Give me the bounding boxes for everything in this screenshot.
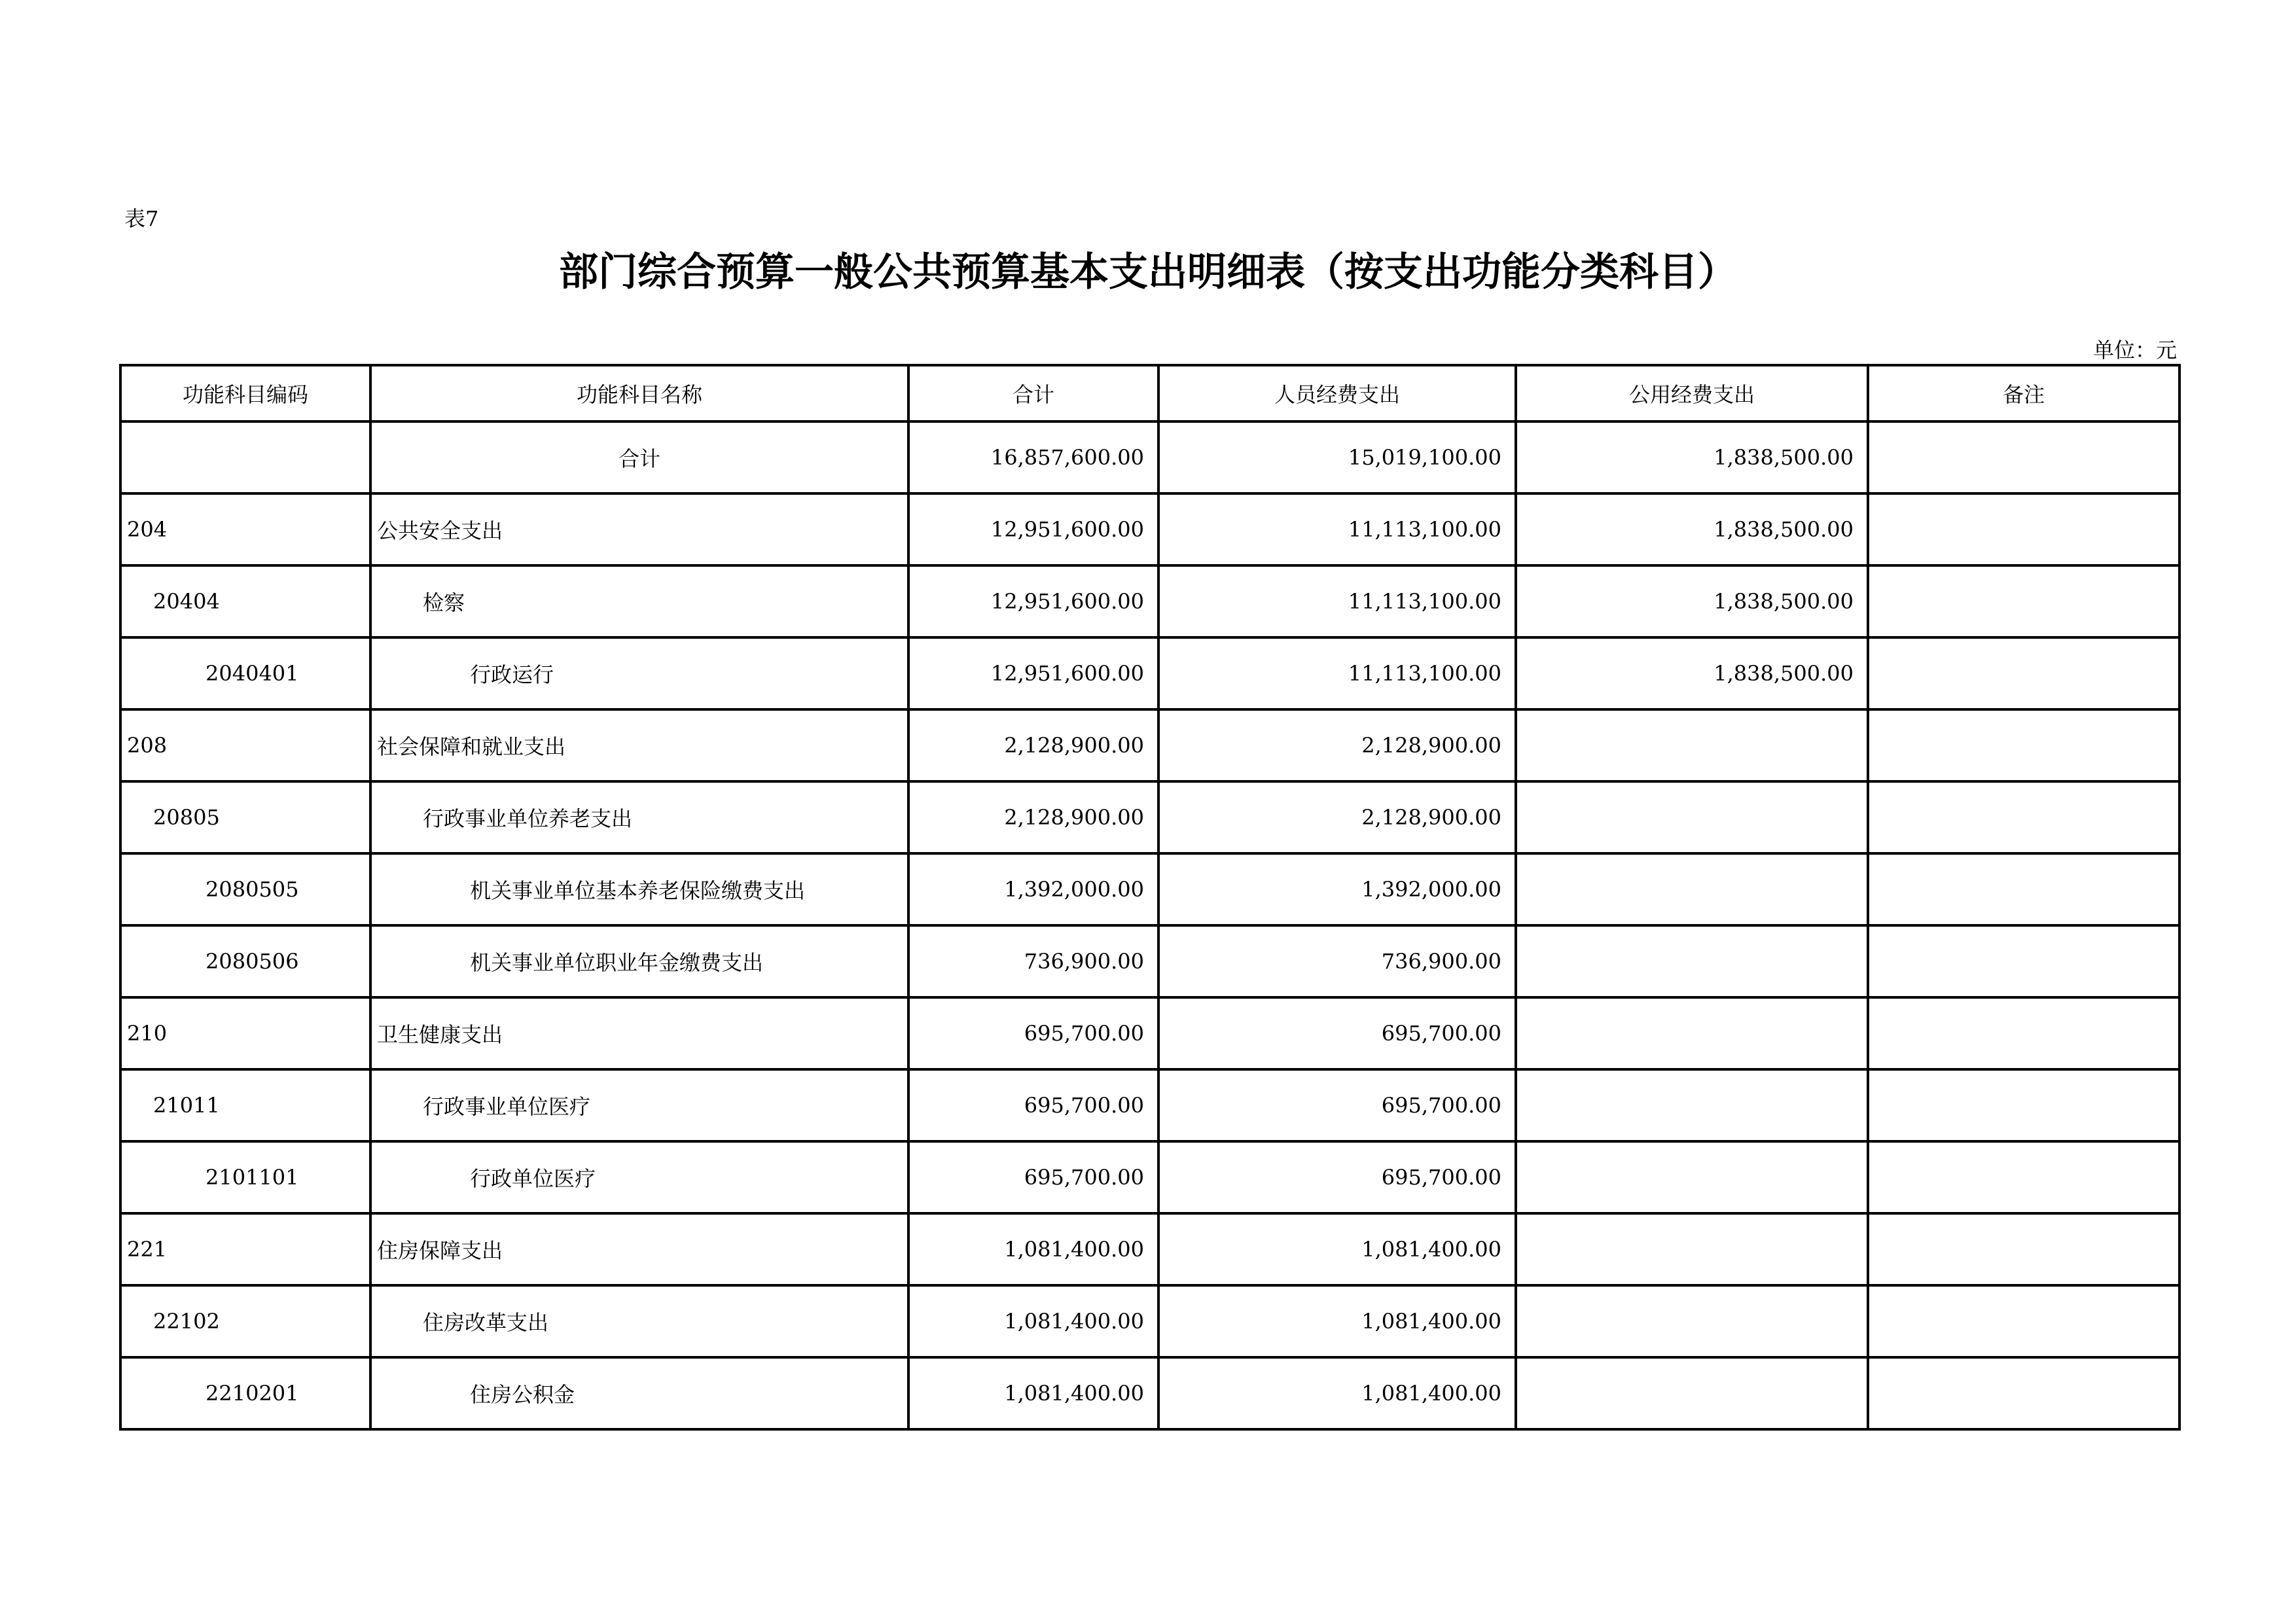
row-name: 行政运行 xyxy=(370,637,908,709)
total-public: 1,838,500.00 xyxy=(1516,421,1868,493)
row-personnel: 1,081,400.00 xyxy=(1158,1285,1516,1357)
row-note xyxy=(1868,1357,2179,1429)
row-note xyxy=(1868,1213,2179,1285)
row-name: 住房公积金 xyxy=(370,1357,908,1429)
row-note xyxy=(1868,1285,2179,1357)
row-note xyxy=(1868,493,2179,565)
row-code: 221 xyxy=(120,1213,370,1285)
header-total: 合计 xyxy=(908,365,1158,421)
row-name: 住房保障支出 xyxy=(370,1213,908,1285)
row-personnel: 1,081,400.00 xyxy=(1158,1357,1516,1429)
row-note xyxy=(1868,853,2179,925)
row-public xyxy=(1516,1069,1868,1141)
row-personnel: 695,700.00 xyxy=(1158,1069,1516,1141)
row-total: 2,128,900.00 xyxy=(908,709,1158,781)
row-note xyxy=(1868,925,2179,997)
row-personnel: 11,113,100.00 xyxy=(1158,637,1516,709)
row-public: 1,838,500.00 xyxy=(1516,493,1868,565)
row-note xyxy=(1868,997,2179,1069)
row-total: 1,392,000.00 xyxy=(908,853,1158,925)
row-name: 住房改革支出 xyxy=(370,1285,908,1357)
total-code-cell xyxy=(120,421,370,493)
row-public xyxy=(1516,781,1868,853)
total-note xyxy=(1868,421,2179,493)
table-row xyxy=(120,1069,2179,1141)
header-public: 公用经费支出 xyxy=(1516,365,1868,421)
table-row xyxy=(120,565,2179,637)
row-code: 21011 xyxy=(120,1069,370,1141)
row-name: 行政事业单位养老支出 xyxy=(370,781,908,853)
total-amount: 16,857,600.00 xyxy=(908,421,1158,493)
row-code: 2210201 xyxy=(120,1357,370,1429)
row-name: 社会保障和就业支出 xyxy=(370,709,908,781)
row-code: 210 xyxy=(120,997,370,1069)
row-public xyxy=(1516,997,1868,1069)
row-code: 2040401 xyxy=(120,637,370,709)
table-row xyxy=(120,1285,2179,1357)
row-public xyxy=(1516,1213,1868,1285)
row-public xyxy=(1516,853,1868,925)
row-name: 检察 xyxy=(370,565,908,637)
row-name: 卫生健康支出 xyxy=(370,997,908,1069)
row-note xyxy=(1868,1141,2179,1213)
row-note xyxy=(1868,709,2179,781)
table-header-row xyxy=(120,365,2179,421)
table-row xyxy=(120,853,2179,925)
row-public: 1,838,500.00 xyxy=(1516,565,1868,637)
row-name: 机关事业单位职业年金缴费支出 xyxy=(370,925,908,997)
row-note xyxy=(1868,781,2179,853)
row-personnel: 1,081,400.00 xyxy=(1158,1213,1516,1285)
row-personnel: 2,128,900.00 xyxy=(1158,709,1516,781)
row-total: 736,900.00 xyxy=(908,925,1158,997)
row-public xyxy=(1516,1141,1868,1213)
header-personnel: 人员经费支出 xyxy=(1158,365,1516,421)
total-row xyxy=(120,421,2179,493)
row-public xyxy=(1516,1285,1868,1357)
table-row xyxy=(120,1141,2179,1213)
page-title: 部门综合预算一般公共预算基本支出明细表（按支出功能分类科目） xyxy=(559,249,1737,295)
row-personnel: 11,113,100.00 xyxy=(1158,565,1516,637)
table-row xyxy=(120,997,2179,1069)
row-code: 2080505 xyxy=(120,853,370,925)
table-row xyxy=(120,925,2179,997)
header-name: 功能科目名称 xyxy=(370,365,908,421)
row-total: 695,700.00 xyxy=(908,997,1158,1069)
row-code: 20805 xyxy=(120,781,370,853)
row-note xyxy=(1868,637,2179,709)
row-total: 12,951,600.00 xyxy=(908,637,1158,709)
row-total: 695,700.00 xyxy=(908,1069,1158,1141)
table-row xyxy=(120,1357,2179,1429)
unit-label: 单位：元 xyxy=(2092,338,2177,363)
row-code: 2080506 xyxy=(120,925,370,997)
table-row xyxy=(120,1213,2179,1285)
row-name: 机关事业单位基本养老保险缴费支出 xyxy=(370,853,908,925)
row-public xyxy=(1516,925,1868,997)
table-number-label: 表7 xyxy=(124,206,159,231)
row-public xyxy=(1516,1357,1868,1429)
row-code: 2101101 xyxy=(120,1141,370,1213)
row-personnel: 2,128,900.00 xyxy=(1158,781,1516,853)
row-personnel: 695,700.00 xyxy=(1158,1141,1516,1213)
row-note xyxy=(1868,565,2179,637)
row-name: 行政事业单位医疗 xyxy=(370,1069,908,1141)
total-personnel: 15,019,100.00 xyxy=(1158,421,1516,493)
row-public xyxy=(1516,709,1868,781)
row-code: 204 xyxy=(120,493,370,565)
row-code: 22102 xyxy=(120,1285,370,1357)
row-personnel: 1,392,000.00 xyxy=(1158,853,1516,925)
row-total: 1,081,400.00 xyxy=(908,1213,1158,1285)
row-personnel: 736,900.00 xyxy=(1158,925,1516,997)
row-total: 12,951,600.00 xyxy=(908,565,1158,637)
table-row xyxy=(120,781,2179,853)
row-code: 20404 xyxy=(120,565,370,637)
row-note xyxy=(1868,1069,2179,1141)
budget-table xyxy=(119,364,2181,1431)
row-total: 1,081,400.00 xyxy=(908,1285,1158,1357)
header-note: 备注 xyxy=(1868,365,2179,421)
row-total: 695,700.00 xyxy=(908,1141,1158,1213)
table-row xyxy=(120,637,2179,709)
row-personnel: 11,113,100.00 xyxy=(1158,493,1516,565)
header-code: 功能科目编码 xyxy=(120,365,370,421)
table-row xyxy=(120,709,2179,781)
row-total: 1,081,400.00 xyxy=(908,1357,1158,1429)
row-name: 公共安全支出 xyxy=(370,493,908,565)
row-name: 行政单位医疗 xyxy=(370,1141,908,1213)
row-personnel: 695,700.00 xyxy=(1158,997,1516,1069)
row-code: 208 xyxy=(120,709,370,781)
table-row xyxy=(120,493,2179,565)
row-public: 1,838,500.00 xyxy=(1516,637,1868,709)
row-total: 12,951,600.00 xyxy=(908,493,1158,565)
row-total: 2,128,900.00 xyxy=(908,781,1158,853)
total-label: 合计 xyxy=(370,421,908,493)
